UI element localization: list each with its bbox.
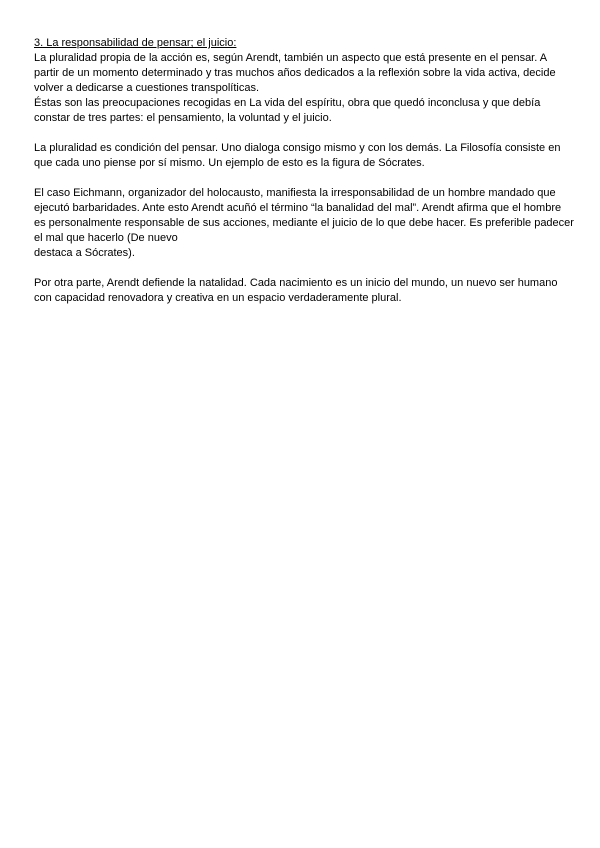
paragraph-condicion-pensar: La pluralidad es condición del pensar. Uno dialoga consigo mismo y con los demás. La Filosofía consiste en que cada uno piense por sí mismo. Un ejemplo de esto es la figura de Sócrates. — [34, 142, 561, 169]
paragraph-spacer — [34, 171, 574, 186]
paragraph-spacer — [34, 261, 574, 276]
paragraph-spacer — [34, 126, 574, 141]
paragraph-caso-eichmann-tail: destaca a Sócrates). — [34, 247, 135, 259]
section-heading: 3. La responsabilidad de pensar; el juicio: — [34, 37, 237, 49]
paragraph-caso-eichmann: El caso Eichmann, organizador del holocausto, manifiesta la irresponsabilidad de un hombre mandado que ejecutó barbaridades. Ante esto Arendt acuñó el término “la banalidad del mal”. Arendt afirma que el hombre es personalmente responsable de sus acciones, mediante el juicio de lo que debe hacer. Es preferible padecer el mal que hacerlo (De nuevo — [34, 187, 574, 244]
document-body — [34, 36, 574, 306]
paragraph-vida-del-espiritu: Éstas son las preocupaciones recogidas en La vida del espíritu, obra que quedó inconclusa y que debía constar de tres partes: el pensamiento, la voluntad y el juicio. — [34, 97, 541, 124]
paragraph-pluralidad-pensar: La pluralidad propia de la acción es, según Arendt, también un aspecto que está presente en el pensar. A partir de un momento determinado y tras muchos años dedicados a la reflexión sobre la vida activa, decide volver a dedicarse a cuestiones transpolíticas. — [34, 52, 556, 94]
paragraph-natalidad: Por otra parte, Arendt defiende la natalidad. Cada nacimiento es un inicio del mundo, un nuevo ser humano con capacidad renovadora y creativa en un espacio verdaderamente plural. — [34, 277, 558, 304]
